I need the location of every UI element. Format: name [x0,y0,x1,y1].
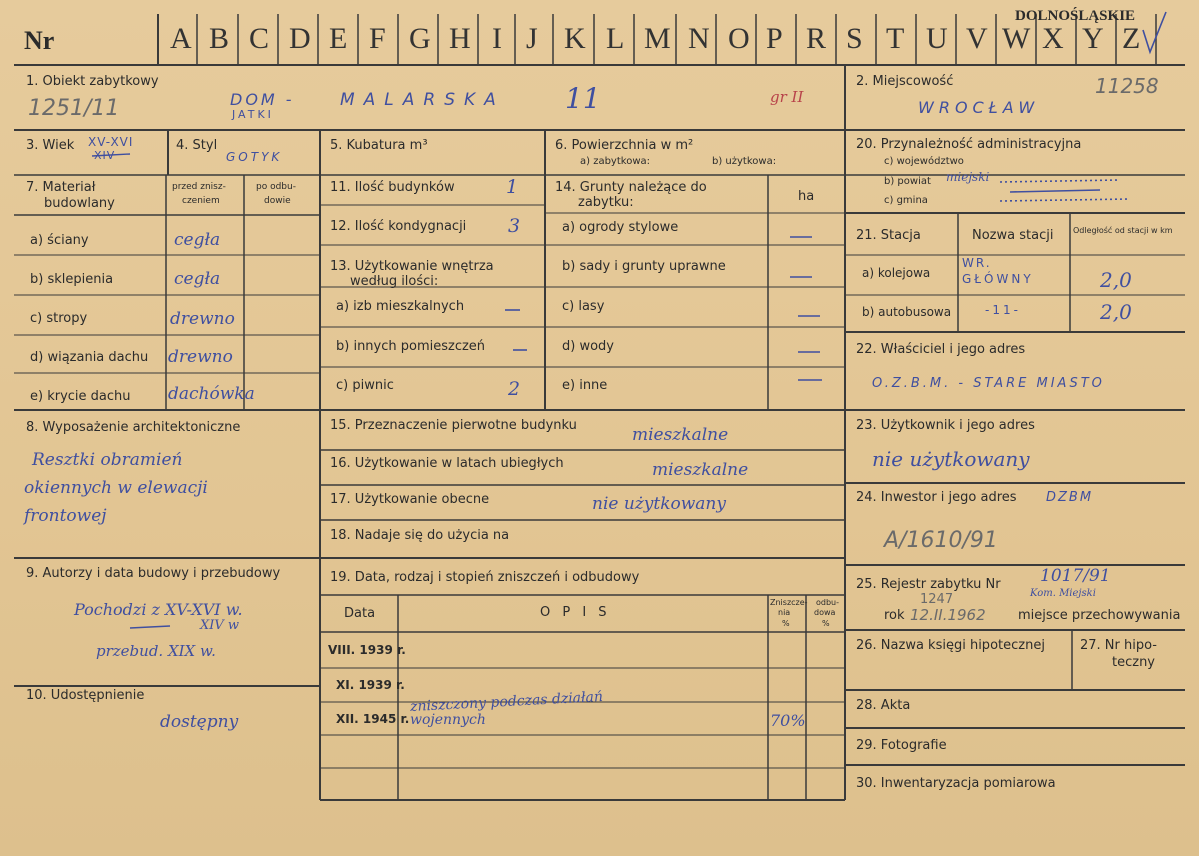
index-letter: V [966,22,988,55]
f19-pct: % [782,619,790,628]
f20-a: c) województwo [884,156,964,167]
f1-number: 1251/11 [28,96,120,121]
f30-label: 30. Inwentaryzacja pomiarowa [856,776,1056,791]
nr-label: Nr [24,26,55,55]
f13-label-line1: 13. Użytkowanie wnętrza [330,259,494,274]
f21-col-name: Nozwa stacji [972,228,1054,243]
index-letter: R [806,22,827,55]
f9-line1: Pochodzi z XV-XVI w. [74,600,243,619]
index-letter: I [492,22,502,55]
index-letter: D [289,22,311,55]
f7-col-before-line1: przed znisz- [172,182,226,192]
f10-value: dostępny [160,712,239,732]
index-letter: S [846,22,863,55]
f25-year-label: rok [884,608,905,623]
f14-row-label: a) ogrody stylowe [562,220,679,235]
f19-row-date: XII. 1945 r. [336,712,410,726]
f7-label-line2: budowlany [44,196,115,211]
f16-label: 16. Użytkowanie w latach ubiegłych [330,456,564,471]
index-letter: Z [1122,22,1141,55]
f1-house-no: 11 [565,82,601,115]
f7-row-label: d) wiązania dachu [30,350,149,365]
index-letter: E [329,22,348,55]
f8-line1: Resztki obramień [32,450,183,470]
f5-label: 5. Kubatura m³ [330,138,428,153]
f13-row-value: 2 [508,378,521,400]
f14-row-label: e) inne [562,378,608,393]
index-letter: L [606,22,625,55]
f7-row-value: cegła [174,269,221,289]
index-letter: G [409,22,431,55]
f1-name-line1: DOM - [230,90,295,109]
f3-label: 3. Wiek [26,138,75,153]
f9-line2: przebud. XIX w. [96,642,216,660]
f19-pct: % [822,619,830,628]
f7-label-line1: 7. Materiał [26,180,96,195]
f7-row-value: cegła [174,230,221,250]
f14-row-label: b) sady i grunty uprawne [562,259,726,274]
f21-row-label: b) autobusowa [862,305,952,319]
region-stamp: DOLNOŚLĄSKIE [1015,8,1136,24]
index-letter: A [170,22,192,55]
f19-row-desc-line2: wojennych [410,712,486,728]
f4-value: GOTYK [226,150,283,164]
f7-row-label: e) krycie dachu [30,389,131,404]
index-letter: W [1002,22,1031,55]
f24-number: A/1610/91 [884,528,998,553]
f21-label: 21. Stacja [856,228,921,243]
f7-col-after-line1: po odbu- [256,182,296,192]
index-letter: F [369,22,386,55]
index-letter: N [688,22,710,55]
f19-row-desc-line1: zniszczony podczas działań [409,688,604,716]
f1-street: MALARSKA [340,90,505,110]
index-letter: Y [1082,22,1104,55]
f20-b: b) powiat [884,176,931,187]
f7-row-value: drewno [170,309,235,329]
f18-label: 18. Nadaje się do użycia na [330,528,510,543]
f7-col-before-line2: czeniem [182,196,220,206]
f22-value: O.Z.B.M. - STARE MIASTO [872,376,1105,391]
f15-label: 15. Przeznaczenie pierwotne budynku [330,418,577,433]
f20-c: c) gmina [884,195,928,206]
f19-col-rebuilt-line2: dowa [814,608,836,617]
f9-label: 9. Autorzy i data budowy i przebudowy [26,566,281,581]
f8-line2: okiennych w elewacji [24,478,208,498]
f7-row-value: dachówka [168,384,255,404]
f25-label: 25. Rejestr zabytku Nr [856,577,1001,592]
f14-label-line2: zabytku: [578,195,634,210]
f14-row-label: d) wody [562,339,614,354]
f19-col-date: Data [344,606,376,621]
f19-row-pct: 70% [770,711,806,730]
f8-line3: frontowej [24,506,107,526]
f21-row-dist: 2,0 [1100,300,1132,324]
f7-row-label: c) stropy [30,311,88,326]
f29-label: 29. Fotografie [856,738,947,753]
f1-label: 1. Obiekt zabytkowy [26,74,159,89]
f14-label-line1: 14. Grunty należące do [555,180,707,195]
index-letter: C [249,22,270,55]
f21-row-dist: 2,0 [1100,268,1132,292]
f13-row-label: c) piwnic [336,378,394,393]
f6-sub-b: b) użytkowa: [712,156,777,167]
index-letter: P [766,22,783,55]
f19-col-destroyed-line1: Zniszcze- [770,598,808,607]
f1-name-line2: JATKI [232,108,274,121]
f12-value: 3 [508,215,521,237]
f25-reg-no: 1017/91 [1040,566,1111,586]
f11-value: 1 [506,176,519,198]
f10-label: 10. Udostępnienie [26,688,145,703]
index-letter: T [886,22,905,55]
index-letter: J [526,22,538,55]
f2-number: 11258 [1095,74,1159,98]
f15-value: mieszkalne [632,425,729,445]
f19-row-date: XI. 1939 r. [336,678,405,692]
f7-col-after-line2: dowie [264,196,291,206]
index-letter: K [564,22,586,55]
index-letter: B [209,22,230,55]
f21-row-name-line1: -11- [985,303,1021,317]
f17-value: nie użytkowany [592,494,726,514]
f28-label: 28. Akta [856,698,911,713]
f19-row-date: VIII. 1939 r. [328,643,406,657]
f25-date: 12.II.1962 [910,606,986,624]
f12-label: 12. Ilość kondygnacji [330,219,467,234]
f3-value: XV-XVI [88,135,134,149]
f21-row-name-line1: WR. [962,256,992,270]
f26-label: 26. Nazwa księgi hipotecznej [856,638,1045,653]
f19-col-rebuilt-line1: odbu- [816,598,840,607]
f17-label: 17. Użytkowanie obecne [330,492,490,507]
index-letter: M [644,22,671,55]
index-letter: H [449,22,471,55]
f4-label: 4. Styl [176,138,218,153]
f25-reg-old: 1247 [920,592,954,607]
f22-label: 22. Właściciel i jego adres [856,342,1026,357]
f24-value: DZBM [1046,490,1094,505]
f24-label: 24. Inwestor i jego adres [856,490,1017,505]
f21-row-label: a) kolejowa [862,266,931,280]
index-letter: U [926,22,948,55]
f25-place-label: miejsce przechowywania [1018,608,1181,623]
index-letter: X [1042,22,1064,55]
f7-row-label: a) ściany [30,233,89,248]
f21-row-name-line2: GŁÓWNY [962,272,1034,286]
f14-row-label: c) lasy [562,299,605,314]
f13-row-label: a) izb mieszkalnych [336,299,465,314]
f6-sub-a: a) zabytkowa: [580,156,650,167]
f2-label: 2. Miejscowość [856,74,954,89]
f19-label: 19. Data, rodzaj i stopień zniszczeń i odbudowy [330,570,640,585]
f20-label: 20. Przynależność administracyjna [856,137,1082,152]
f6-label: 6. Powierzchnia w m² [555,138,694,153]
f23-value: nie użytkowany [872,447,1030,471]
f16-value: mieszkalne [652,460,749,480]
f1-group: gr II [770,88,804,106]
f27-label-line1: 27. Nr hipo- [1080,638,1157,653]
f13-label-line2: według ilości: [350,274,439,289]
f2-value: WROCŁAW [918,98,1040,117]
f14-unit: ha [798,189,815,204]
f19-col-desc: O P I S [540,605,611,620]
f8-label: 8. Wyposażenie architektoniczne [26,420,241,435]
index-letter: O [728,22,750,55]
f21-col-dist: Odległość od stacji w km [1073,226,1173,235]
f9-crossed: XIV w [200,618,240,633]
f20-b-value: miejski [946,170,990,184]
f23-label: 23. Użytkownik i jego adres [856,418,1035,433]
f11-label: 11. Ilość budynków [330,180,455,195]
f27-label-line2: teczny [1112,655,1155,670]
f13-row-label: b) innych pomieszczeń [336,339,486,354]
f7-row-label: b) sklepienia [30,272,114,287]
f25-place-value: Kom. Miejski [1030,588,1096,599]
f7-row-value: drewno [168,347,233,367]
f19-col-destroyed-line2: nia [778,608,791,617]
f3-crossed: XIV [94,149,116,162]
